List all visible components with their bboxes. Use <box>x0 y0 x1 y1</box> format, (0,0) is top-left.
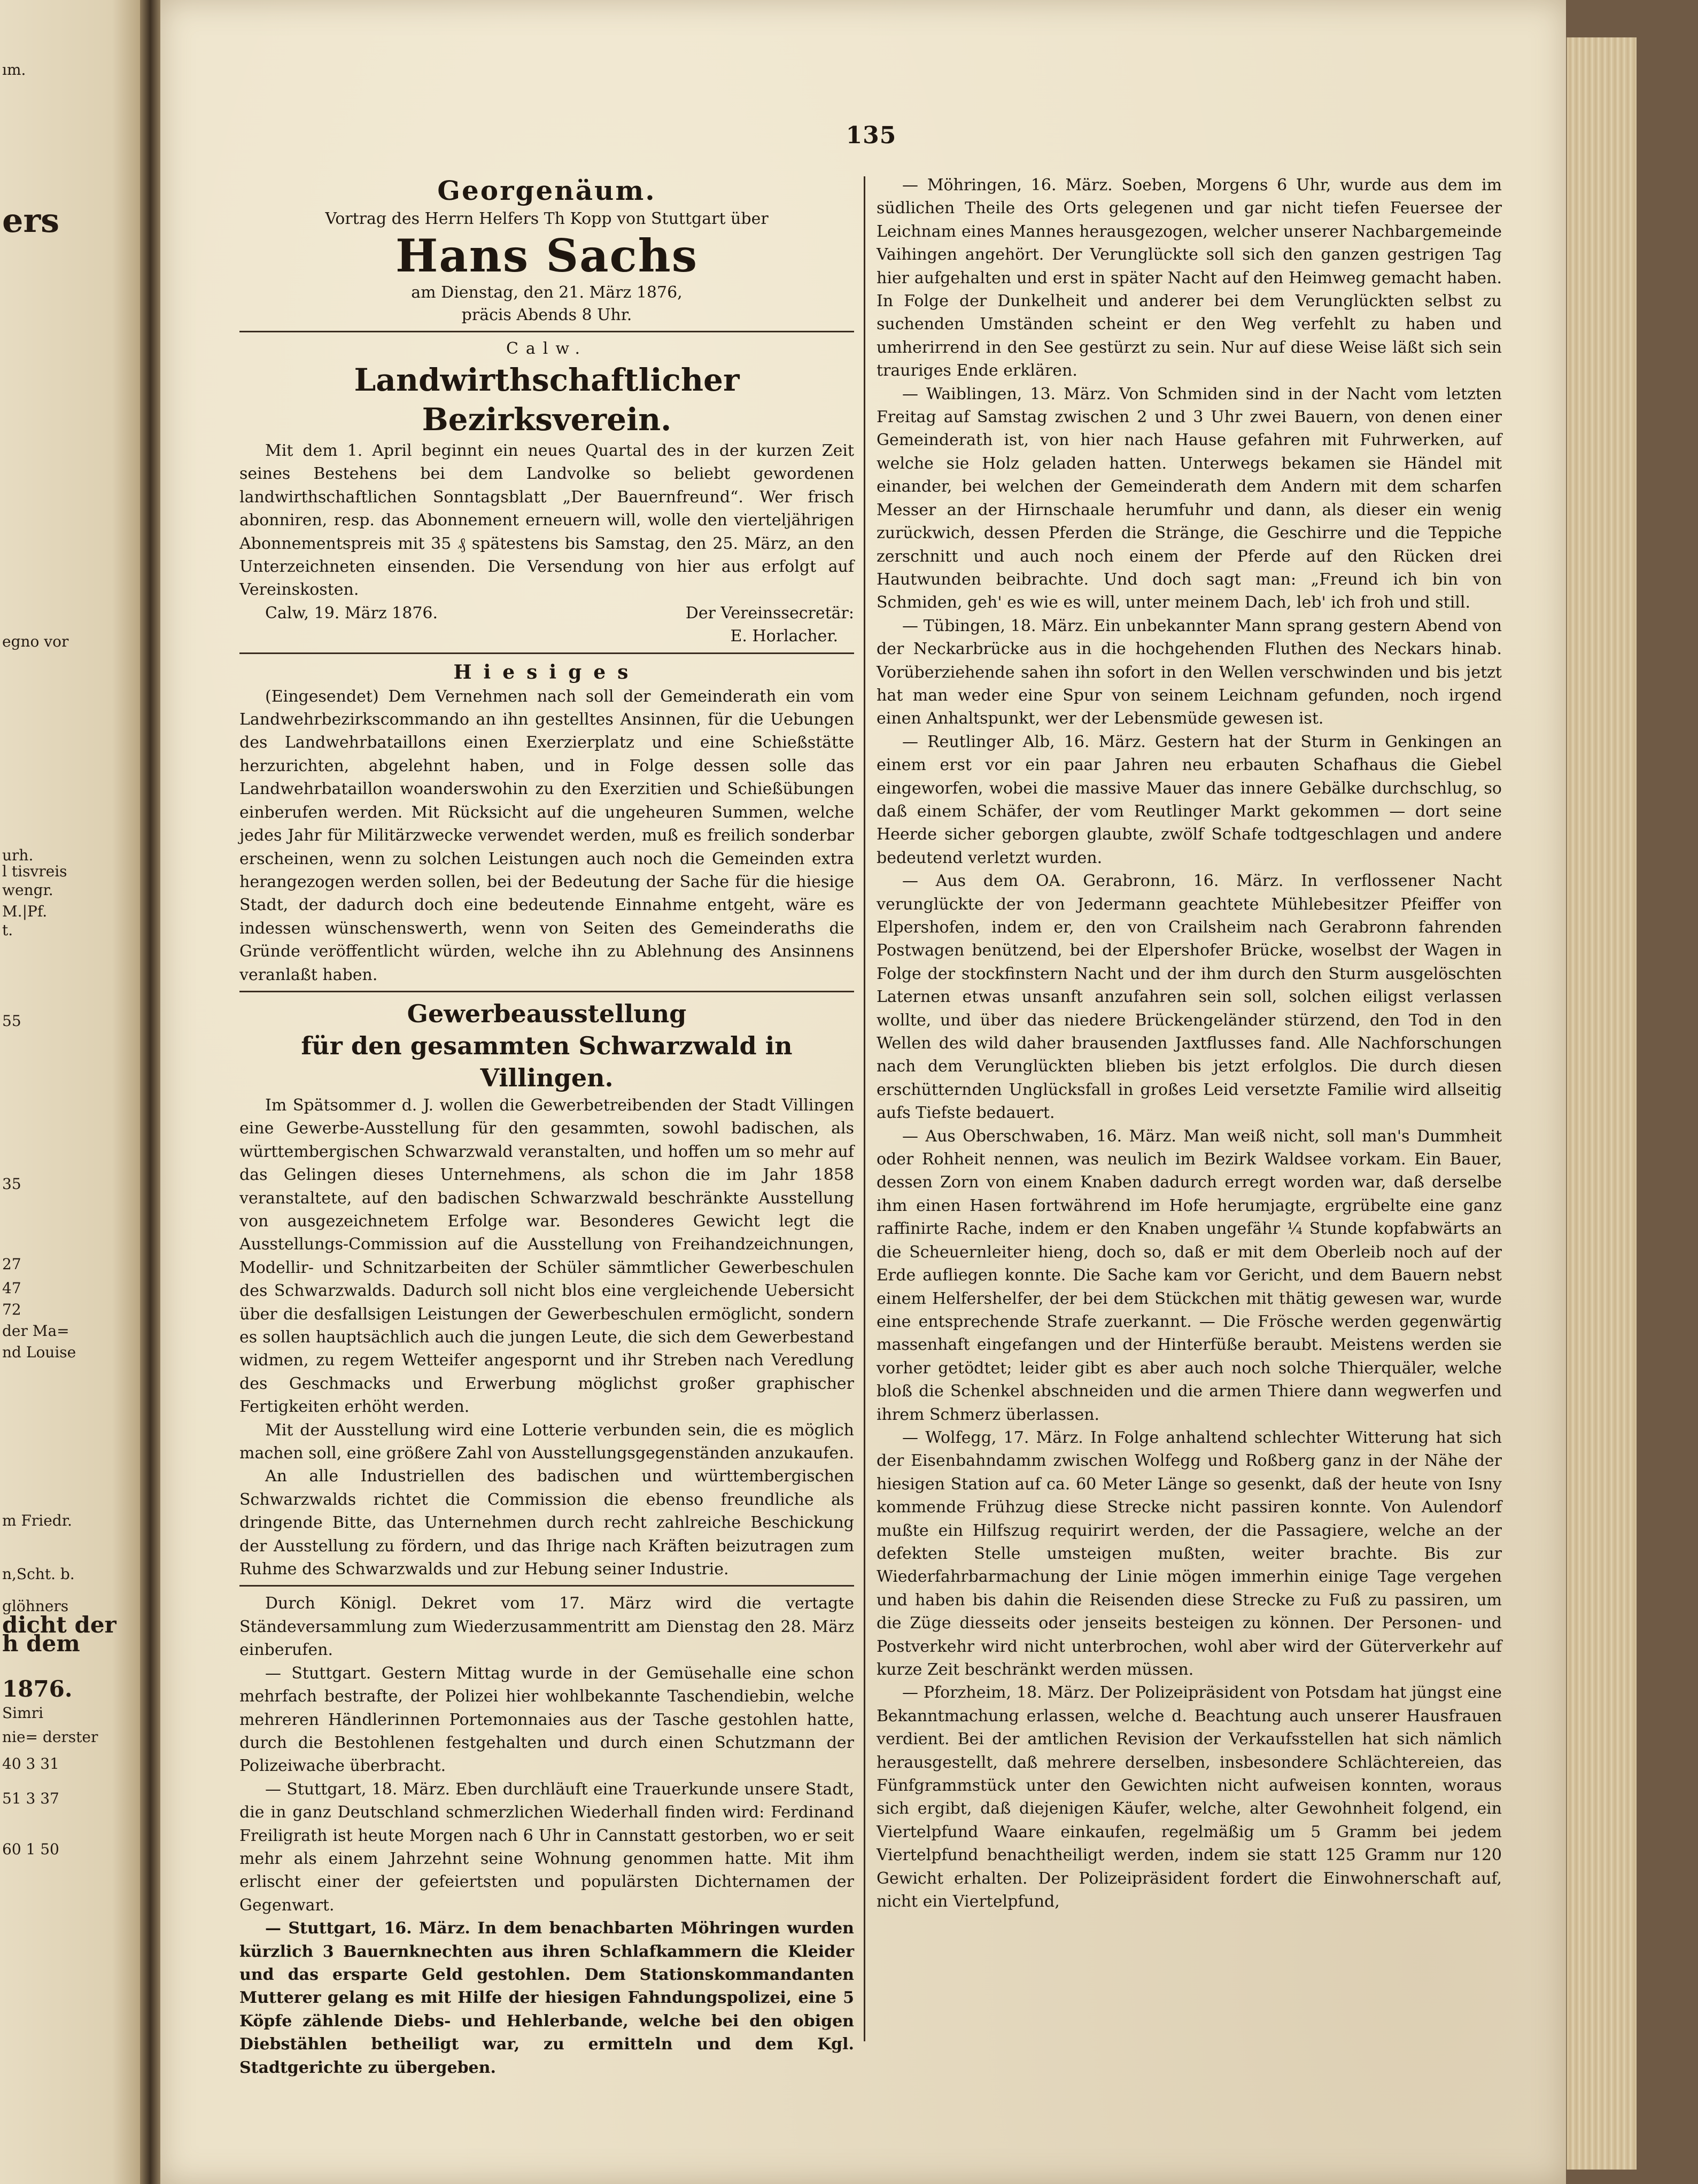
gewerbe-title: Gewerbeausstellung <box>407 999 687 1028</box>
book-gutter <box>140 0 160 2184</box>
prev-page-fragment-text: Simri <box>2 1704 44 1722</box>
left-column <box>239 174 854 2079</box>
gewerbe-paragraph: An alle Industriellen des badischen und württembergischen Schwarzwalds richtet die Commission die ebenso freundliche als dringende Bitte, das Unternehmen durch recht zahlreiche Beschickung der Ausstellung zu fördern, und das Ihrige nach Kräften beizutragen zum Ruhme des Schwarzwalds und zur Hebung seiner Industrie. <box>239 1467 854 1579</box>
gewerbe-notice <box>239 998 854 1581</box>
prev-page-fragment-text: ım. <box>2 61 26 79</box>
news-item: — Aus Oberschwaben, 16. März. Man weiß nicht, soll man's Dummheit oder Rohheit nennen, was neulich im Bezirk Waldsee vorkam. Ein Bauer, dessen Zorn von einem Knaben dadurch erregt worden war, daß derselbe ihm einen Hasen fortwährend im Hofe herumjagte, ergrübelte eine ganz raffinirte Rache, indem er den Knaben ungefähr ¼ Stunde kopfabwärts an die Scheuernleiter hieng, doch so, daß er mit dem Oberleib noch auf der Erde aufliegen konnte. Die Sache kam vor Gericht, und dem Bauern nebst einem Helfershelfer, der bei dem Stückchen mit thätig gewesen war, wurde eine entsprechende Strafe zuerkannt. — Die Frösche werden gegenwärtig massenhaft eingefangen und der Hinterfüße beraubt. Meistens werden sie vorher getödtet; leider gibt es aber auch noch solche Thierquäler, welche bloß die Schenkel abschneiden und die armen Thiere dann wegwerfen und ihrem Schmerz überlassen. <box>877 1126 1502 1424</box>
prev-page-fragment-text: 27 <box>2 1255 21 1273</box>
previous-page-fragment <box>0 0 140 2184</box>
gewerbe-subtitle: für den gesammten Schwarzwald in Villingen. <box>301 1031 793 1092</box>
section-rule <box>239 1585 854 1587</box>
hiesiges-body: (Eingesendet) Dem Vernehmen nach soll der Gemeinderath ein vom Landwehrbezirkscommando an ihn gestelltes Ansinnen, für die Uebungen des Landwehrbataillons einen Exerzierplatz und eine Schießstätte herzurichten, abgelehnt haben, und in Folge dessen solle das Landwehrbataillon woanderswohin zu den Exerzitien und Schießübungen einberufen werden. Mit Rücksicht auf die ungeheuren Summen, welche jedes Jahr für Militärzwecke verwendet werden, muß es freilich sonderbar erscheinen, wenn zu solchen Leistungen auch noch die Gemeinden extra herangezogen werden sollen, bei der Bedeutung der Sache für die hiesige Stadt, der dadurch doch eine bedeutende Einnahme entgeht, wäre es indessen wünschenswerth, wenn von Seiten des Gemeinderaths die Gründe veröffentlicht würden, welche ihn zu Ablehnung des Ansinnens veranlaßt haben. <box>239 687 854 984</box>
news-item: — Waiblingen, 13. März. Von Schmiden sind in der Nacht vom letzten Freitag auf Samstag zwischen 2 und 3 Uhr zwei Bauern, von denen einer Gemeinderath ist, von hier nach Hause gefahren mit Fuhrwerken, auf welche sie Holz geladen hatten. Unterwegs bekamen sie Händel mit einander, bei welchen der Gemeinderath dem Andern mit dem scharfen Messer an der Hirnschaale herumfuhr und dann, als dieser ein wenig zurückwich, dessen Pferden die Stränge, die Geschirre und die Teppiche zerschnitt und auch noch einem der Pferde auf den Rücken drei Hautwunden beibrachte. Und doch sagt man: „Freund ich bin von Schmiden, geh' es wie es will, unter meinem Dach, leb' ich froh und still. <box>877 384 1502 612</box>
lecture-date: am Dienstag, den 21. März 1876, <box>411 283 683 302</box>
section-rule <box>239 652 854 654</box>
calw-place: Calw. <box>506 339 588 358</box>
calw-date: Calw, 19. März 1876. <box>265 603 438 623</box>
prev-page-fragment-text: nd Louise <box>2 1343 76 1361</box>
page-number: 135 <box>846 122 897 149</box>
gewerbe-paragraph: Mit der Ausstellung wird eine Lotterie verbunden sein, die es möglich machen soll, eine größere Zahl von Ausstellungsgegenständen anzukaufen. <box>239 1420 854 1463</box>
calw-title: Landwirthschaftlicher Bezirksverein. <box>354 362 740 438</box>
prev-page-fragment-text: egno vor <box>2 633 69 650</box>
georgenaeum-masthead: Georgenäum. <box>437 175 656 206</box>
news-item: — Pforzheim, 18. März. Der Polizeipräsident von Potsdam hat jüngst eine Bekanntmachung erlassen, welche d. Beachtung auch unserer Hausfrauen verdient. Bei der amtlichen Revision der Verkaufsstellen hat sich nämlich herausgestellt, daß mehrere derselben, insbesondere Schlächtereien, das Fünfgrammstück unter den Gewichten nicht aufweisen konnten, woraus sich ergibt, daß diejenigen Käufer, welche, alter Gewohnheit folgend, ein Viertelpfund Waare einkaufen, regelmäßig um 5 Gramm bei jedem Viertelpfund benachtheiligt werden, indem sie statt 125 Gramm nur 120 Gewicht erhalten. Der Polizeipräsident fordert die Einwohnerschaft auf, nicht ein Viertelpfund, <box>877 1683 1502 1911</box>
prev-page-fragment-text: glöhners <box>2 1597 69 1615</box>
section-rule <box>239 331 854 332</box>
news-section-left <box>239 1592 854 2079</box>
prev-page-fragment-text: 35 <box>2 1175 21 1193</box>
prev-page-fragment-text: h dem <box>2 1630 80 1657</box>
prev-page-fragment-text: 72 <box>2 1301 21 1318</box>
calw-signature-row <box>239 602 854 625</box>
georgenaeum-notice <box>239 174 854 327</box>
lecture-time: präcis Abends 8 Uhr. <box>461 306 632 324</box>
gewerbe-paragraph: Im Spätsommer d. J. wollen die Gewerbetreibenden der Stadt Villingen eine Gewerbe-Ausstellung für den gesammten, sowohl badischen, als württembergischen Schwarzwald veranstalten, und hoffen um so mehr auf das Gelingen dieses Unternehmens, als schon die im Jahr 1858 veranstaltete, auf den badischen Schwarzwald beschränkte Ausstellung von ausgezeichnetem Erfolge war. Besonderes Gewicht legt die Ausstellungs-Commission auf die Ausstellung von Freihandzeichnungen, Modellir- und Schnitzarbeiten der Schüler sämmtlicher Gewerbeschulen des Schwarzwalds. Dadurch soll nicht blos eine vergleichende Uebersicht über die desfallsigen Leistungen der Gewerbeschulen ermöglicht, sondern es sollen hauptsächlich auch die jungen Leute, die sich dem Gewerbestand widmen, zu regem Wetteifer angespornt und ihr Streben nach Veredlung des Geschmacks und Erwerbung möglichst großer graphischer Fertigkeiten erhöht werden. <box>239 1095 854 1417</box>
lecture-line: Vortrag des Herrn Helfers Th Kopp von Stuttgart über <box>325 209 769 228</box>
prev-page-fragment-text: 47 <box>2 1279 21 1297</box>
prev-page-fragment-text: 55 <box>2 1012 21 1030</box>
prev-page-fragment-text: n,Scht. b. <box>2 1565 75 1583</box>
prev-page-fragment-text: nie= derster <box>2 1728 98 1746</box>
news-item: — Möhringen, 16. März. Soeben, Morgens 6 Uhr, wurde aus dem im südlichen Theile des Orts gelegenen und gar nicht tiefen Feuersee der Leichnam eines Mannes herausgezogen, welcher unserer Nachbargemeinde Vaihingen angehört. Der Verunglückte soll sich den ganzen gestrigen Tag hier aufgehalten und erst in später Nacht auf den Heimweg gemacht haben. In Folge der Dunkelheit und anderer bei dem Verunglückten selbst zu suchenden Umständen scheint er den Weg verfehlt zu haben und umherirrend in den See gestürzt zu sein. Nur auf diese Weise läßt sich sein trauriges Ende erklären. <box>877 176 1502 380</box>
page-edges <box>1566 37 1637 2170</box>
hiesiges-section <box>239 659 854 986</box>
prev-page-fragment-text: 51 3 37 <box>2 1790 59 1807</box>
prev-page-fragment-text: ers <box>2 201 60 240</box>
prev-page-fragment-text: der Ma= <box>2 1322 69 1340</box>
prev-page-fragment-text: urh. <box>2 846 34 864</box>
prev-page-fragment-text: wengr. <box>2 881 53 899</box>
calw-body: Mit dem 1. April beginnt ein neues Quartal des in der kurzen Zeit seines Bestehens bei dem Landvolke so beliebt gewordenen landwirthschaftlichen Sonntagsblatt „Der Bauernfreund“. Wer frisch abonniren, resp. das Abonnement erneuern will, wolle den vierteljährigen Abonnementspreis mit 35 ₰ spätestens bis Samstag, den 25. März, an den Unterzeichneten einsenden. Die Versendung von hier aus erfolgt auf Vereinskosten. <box>239 441 854 600</box>
news-item: — Stuttgart, 18. März. Eben durchläuft eine Trauerkunde unsere Stadt, die in ganz Deutschland schmerzlichen Wiederhall finden wird: Ferdinand Freiligrath ist heute Morgen nach 6 Uhr in Cannstatt gestorben, wo er seit mehr als einem Jahrzehnt seine Wohnung genommen hatte. Mit ihm erlischt einer der gefeiertsten und populärsten Dichternamen der Gegenwart. <box>239 1779 854 1915</box>
prev-page-fragment-text: 1876. <box>2 1676 73 1702</box>
news-item: — Wolfegg, 17. März. In Folge anhaltend schlechter Witterung hat sich der Eisenbahndamm zwischen Wolfegg und Roßberg ganz in der Nähe der hiesigen Station auf ca. 60 Meter Länge so gesenkt, daß der heute von Isny kommende Frühzug diese Strecke nicht passiren konnte. Von Aulendorf mußte ein Hilfszug requirirt werden, der die Passagiere, welche an der defekten Stelle umsteigen mußten, weiter brachte. Bis zur Wiederfahrbarmachung der Linie mögen immerhin einige Tage vergehen und haben bis dahin die Reisenden diese Strecke zu Fuß zu passiren, um die Züge diesseits oder jenseits besteigen zu können. Der Personen- und Postverkehr wird nicht unterbrochen, wohl aber wird der Güterverkehr auf kurze Zeit beschränkt werden müssen. <box>877 1428 1502 1679</box>
prev-page-fragment-text: 40 3 31 <box>2 1755 59 1773</box>
prev-page-fragment-text: 60 1 50 <box>2 1840 59 1858</box>
news-item: Durch Königl. Dekret vom 17. März wird die vertagte Ständeversammlung zum Wiederzusammentritt am Dienstag den 28. März einberufen. <box>239 1594 854 1660</box>
news-item: — Aus dem OA. Gerabronn, 16. März. In verflossener Nacht verunglückte der von Jedermann geachtete Mühlebesitzer Pfeiffer von Elpershofen, indem er, den von Crailsheim nach Gerabronn fahrenden Postwagen benützend, bei der Elpershofer Brücke, woselbst der Wagen in Folge der stockfinstern Nacht und der ihm durch den Sturm ausgelöschten Laternen etwas unsanft anzufahren sein soll, solchen eiligst verlassen wollte, und über das niedere Brückengeländer stürzend, den Tod in den Wellen des wild daher brausenden Jaxtflusses fand. Alle Nachforschungen nach dem Verunglückten blieben bis jetzt erfolglos. Die durch diesen erschütternden Unglücksfall in großes Leid versetzte Familie wird allseitig aufs Tiefste bedauert. <box>877 872 1502 1123</box>
hiesiges-heading: Hiesiges <box>453 660 640 683</box>
right-column <box>877 174 1502 1913</box>
prev-page-fragment-text: m Friedr. <box>2 1512 72 1529</box>
prev-page-fragment-text: t. <box>2 921 13 939</box>
section-rule <box>239 991 854 992</box>
calw-name: E. Horlacher. <box>730 627 838 646</box>
news-item: — Tübingen, 18. März. Ein unbekannter Mann sprang gestern Abend von der Neckarbrücke aus in die hochgehenden Fluthen des Neckars hinab. Vorüberziehende sahen ihn sofort in den Wellen verschwinden und bis jetzt hat man weder eine Spur von seinem Leichnam gefunden, noch irgend einen Anhaltspunkt, wer der Lebensmüde gewesen ist. <box>877 616 1502 728</box>
prev-page-fragment-text: l tisvreis <box>2 862 67 880</box>
prev-page-fragment-text: M.|Pf. <box>2 903 48 920</box>
news-item: — Reutlinger Alb, 16. März. Gestern hat der Sturm in Genkingen an einem erst vor ein paar Jahren neu erbauten Schafhaus die Giebel eingeworfen, wobei die massive Mauer das innere Gebälke durchschlug, so daß einem Schäfer, der vom Reutlinger Markt gekommen — dort seine Heerde sicher geborgen glaubte, zwölf Schafe todtgeschlagen und andere bedeutend verletzt wurden. <box>877 732 1502 867</box>
prev-page-fragment-text: dicht der <box>2 1612 117 1638</box>
calw-notice <box>239 338 854 648</box>
lecture-title: Hans Sachs <box>396 229 698 282</box>
column-divider <box>864 176 865 2041</box>
news-item: — Stuttgart, 16. März. In dem benachbarten Möhringen wurden kürzlich 3 Bauernknechten aus ihren Schlafkammern die Kleider und das ersparte Geld gestohlen. Dem Stationskommandanten Mutterer gelang es mit Hilfe der hiesigen Fahndungspolizei, eine 5 Köpfe zählende Diebs- und Hehlerbande, welche bei den obigen Diebstählen betheiligt war, zu ermitteln und dem Kgl. Stadtgerichte zu übergeben. <box>239 1919 854 2077</box>
news-item: — Stuttgart. Gestern Mittag wurde in der Gemüsehalle eine schon mehrfach bestrafte, der Polizei hier wohlbekannte Taschendiebin, welche mehreren Händlerinnen Portemonnaies aus der Tasche gestohlen hatte, durch die Bestohlenen festgehalten und durch einen Schutzmann der Polizeiwache überbracht. <box>239 1664 854 1776</box>
newspaper-page <box>160 0 1566 2184</box>
calw-role: Der Vereinssecretär: <box>685 603 854 623</box>
